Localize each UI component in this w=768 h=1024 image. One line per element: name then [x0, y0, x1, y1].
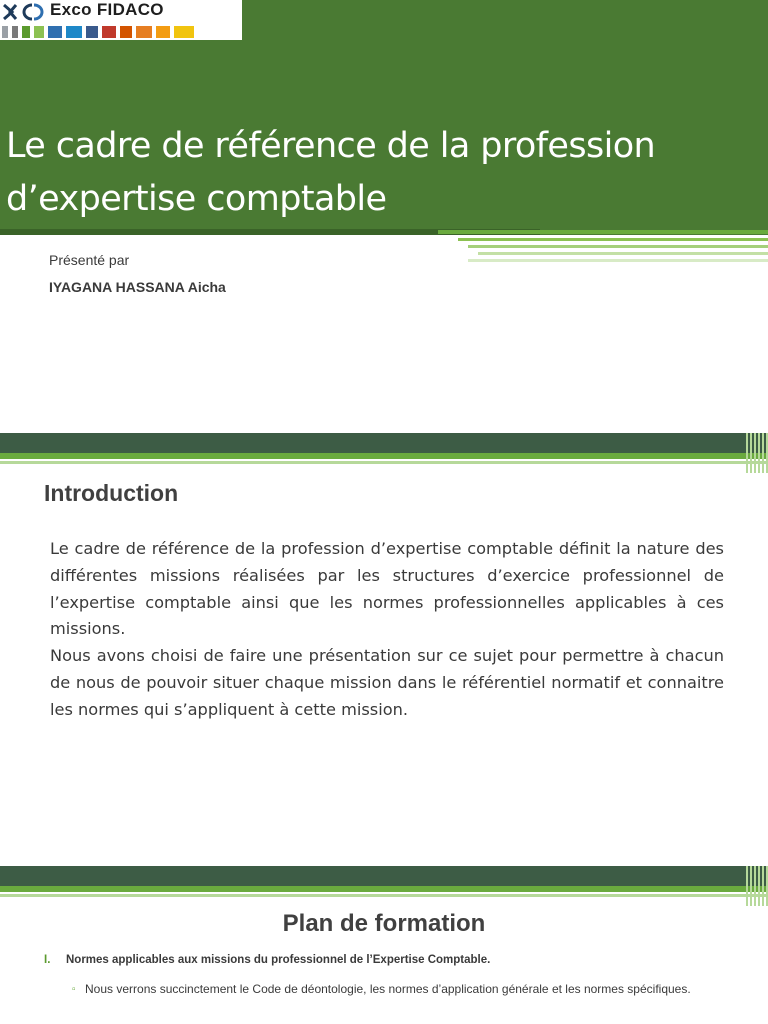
- top-band-stripe: [0, 886, 768, 892]
- intro-heading: Introduction: [44, 480, 179, 506]
- intro-paragraph: Nous avons choisi de faire une présentation sur ce sujet pour permettre à chacun de nous de pouvoir situer chaque mission dans le référentiel normatif et connaitre les normes qui s’appliquent à cette mission.: [50, 646, 724, 719]
- logo-color-strip: [2, 26, 194, 38]
- presenter-label: Présenté par: [49, 252, 130, 268]
- top-band-stripe-thin: [0, 894, 768, 897]
- introduction-slide: [0, 428, 768, 866]
- intro-body: [50, 536, 724, 724]
- decorative-stripes: [438, 228, 768, 268]
- plan-subitem: [72, 980, 724, 999]
- top-band: [0, 866, 768, 886]
- top-band: [0, 433, 768, 453]
- plan-slide: [0, 866, 768, 1024]
- logo-text: Exco FIDACO: [50, 0, 164, 19]
- title-header-band: [0, 0, 768, 235]
- top-band-stripe: [0, 453, 768, 459]
- top-band-stripe-thin: [0, 461, 768, 464]
- square-bullet-icon: ▫: [72, 984, 76, 995]
- band-bars-icon: [746, 866, 768, 906]
- logo: [0, 0, 242, 40]
- band-bars-icon: [746, 433, 768, 473]
- plan-item-number: I.: [44, 954, 51, 966]
- plan-subitem-text: Nous verrons succinctement le Code de déontologie, les normes d’application générale et les normes spécifiques.: [85, 982, 691, 996]
- plan-item-label: Normes applicables aux missions du professionnel de l’Expertise Comptable.: [66, 954, 491, 966]
- plan-heading: Plan de formation: [282, 910, 486, 937]
- logo-mark-icon: [2, 1, 46, 23]
- intro-paragraph: Le cadre de référence de la profession d’expertise comptable définit la nature des différentes missions réalisées par les structures d’exercice professionnel de l’expertise comptable ainsi que les normes professionnelles applicables à ces missions.: [50, 539, 724, 639]
- plan-item: [44, 954, 490, 966]
- title-slide: [0, 0, 768, 428]
- presentation-title: Le cadre de référence de la profession d’expertise comptable: [6, 126, 656, 219]
- presenter-name: IYAGANA HASSANA Aicha: [49, 279, 226, 295]
